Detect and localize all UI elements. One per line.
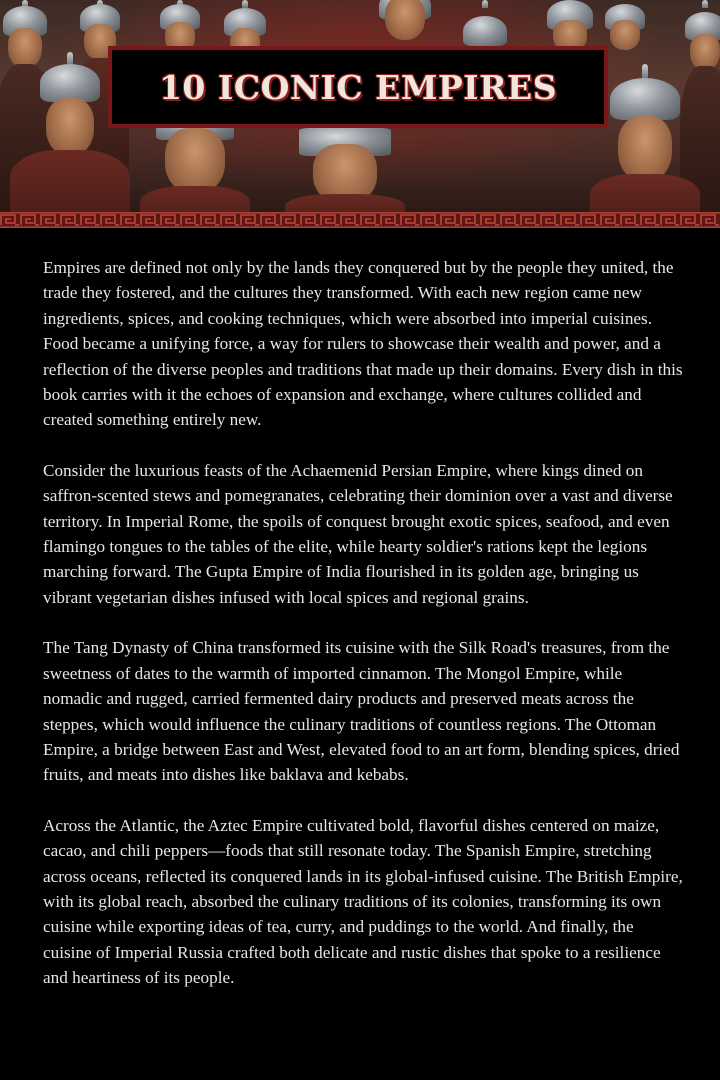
paragraph: Empires are defined not only by the lands they conquered but by the people they united, the trade they fostered, and the cultures they transformed. With each new region came new ingredients, spices, and cooking techniques, which were absorbed into imperial cuisines. Food became a unifying force, a way for rulers to showcase their wealth and power, and a reflection of the diverse peoples and traditions that made up their domains. Every dish in this book carries with it the echoes of expansion and exchange, where cultures collided and created something entirely new. <box>43 258 683 430</box>
greek-key-border-icon <box>0 212 720 228</box>
paragraph: Across the Atlantic, the Aztec Empire cultivated bold, flavorful dishes centered on maize, cacao, and chili peppers—foods that still resonate today. The Spanish Empire, stretching across oceans, reflected its conquered lands in its global-infused cuisine. The British Empire, with its global reach, absorbed the culinary traditions of its colonies, transforming its own cuisine while exporting ideas of tea, curry, and puddings to the world. And finally, the cuisine of Imperial Russia crafted both delicate and rustic dishes that spoke to a resilience and heartiness of its people. <box>43 815 683 988</box>
hero-image <box>0 0 720 212</box>
paragraph: The Tang Dynasty of China transformed its cuisine with the Silk Road's treasures, from the sweetness of dates to the warmth of imported cinnamon. The Mongol Empire, while nomadic and rugged, carried fermented dairy products and preserved meats across the steppes, which would influence the culinary traditions of countless regions. The Ottoman Empire, a bridge between East and West, elevated food to an art form, blending spices, dried fruits, and meats into dishes like baklava and kebabs. <box>43 638 680 785</box>
warrior-figure <box>285 128 405 212</box>
title-banner <box>108 46 608 128</box>
body-text <box>43 255 683 1016</box>
paragraph: Consider the luxurious feasts of the Achaemenid Persian Empire, where kings dined on saffron-scented stews and pomegranates, celebrating their dominion over a vast and diverse territory. In Imperial Rome, the spoils of conquest brought exotic spices, seafood, and even flamingo tongues to the tables of the elite, while hearty soldier's rations kept the legions marching forward. The Gupta Empire of India flourished in its golden age, bringing us vibrant vegetarian dishes infused with local spices and regional grains. <box>43 460 673 607</box>
page-title: 10 ICONIC EMPIRES <box>158 67 558 107</box>
